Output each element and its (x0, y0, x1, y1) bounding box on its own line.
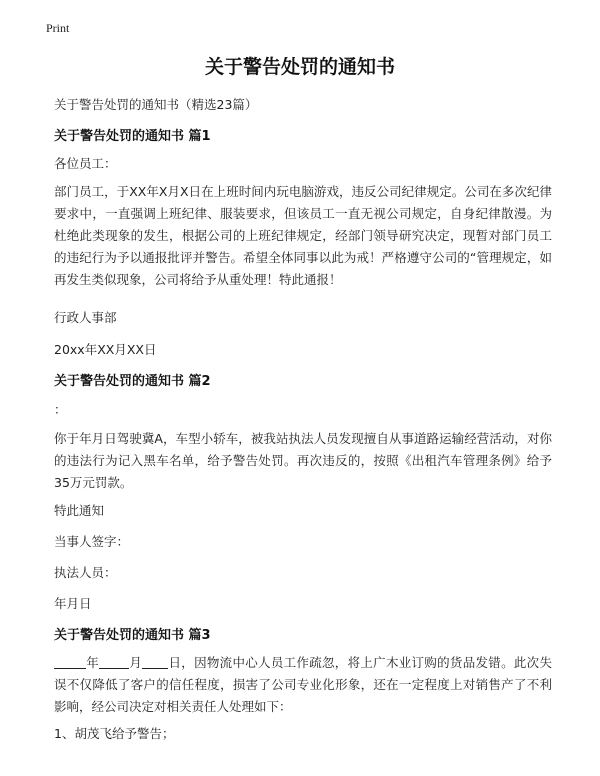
section-1-body: 部门员工，于XX年X月X日在上班时间内玩电脑游戏，违反公司纪律规定。公司在多次纪律要求中，一直强调上班纪律、服装要求，但该员工一直无视公司规定，自身纪律散漫。为杜绝此类现象的发生，根据公司的上班纪律规定，经部门领导研究决定，现暂对部门员工的违纪行为予以通报批评并警告。希望全体同事以此为戒！严格遵守公司的“管理规定，如再发生类似现象，公司将给予从重处理！特此通报！ (54, 184, 552, 287)
section-3-body-text: 日，因物流中心人员工作疏忽，将上广木业订购的货品发错。此次失误不仅降低了客户的信任程度，损害了公司专业化形象，还在一定程度上对销售产了不利影响，经公司决定对相关责任人处理如下： (54, 655, 552, 714)
blank-month (99, 655, 129, 669)
section-2-officer: 执法人员： (54, 565, 117, 580)
section-3-body (54, 652, 552, 718)
page-title: 关于警告处罚的通知书 (204, 56, 395, 78)
section-2-notice: 特此通知 (54, 503, 105, 518)
blank-day (142, 655, 168, 669)
section-1-heading: 关于警告处罚的通知书 篇1 (54, 129, 211, 144)
blank-year (54, 655, 86, 669)
section-3-item-1: 1、胡茂飞给予警告； (54, 726, 175, 741)
section-1-signer: 行政人事部 (54, 310, 117, 325)
section-2-heading: 关于警告处罚的通知书 篇2 (54, 374, 211, 389)
section-1-greeting: 各位员工： (54, 156, 117, 171)
section-3-month: 月 (129, 655, 143, 670)
print-label[interactable]: Print (46, 21, 70, 35)
section-2-date: 年月日 (54, 596, 92, 611)
document-subtitle: 关于警告处罚的通知书（精选23篇） (54, 97, 258, 112)
section-2-party-signature: 当事人签字： (54, 534, 130, 549)
section-3-heading: 关于警告处罚的通知书 篇3 (54, 628, 211, 643)
section-3-year: 年 (86, 655, 100, 670)
section-2-body: 你于年月日驾驶冀A，车型小轿车，被我站执法人员发现擅自从事道路运输经营活动，对你的违法行为记入黑车名单，给予警告处罚。再次违反的，按照《出租汽车管理条例》给予35万元罚款。 (54, 431, 552, 490)
section-1-date: 20xx年XX月XX日 (54, 342, 157, 357)
section-2-colon: ： (54, 402, 67, 417)
